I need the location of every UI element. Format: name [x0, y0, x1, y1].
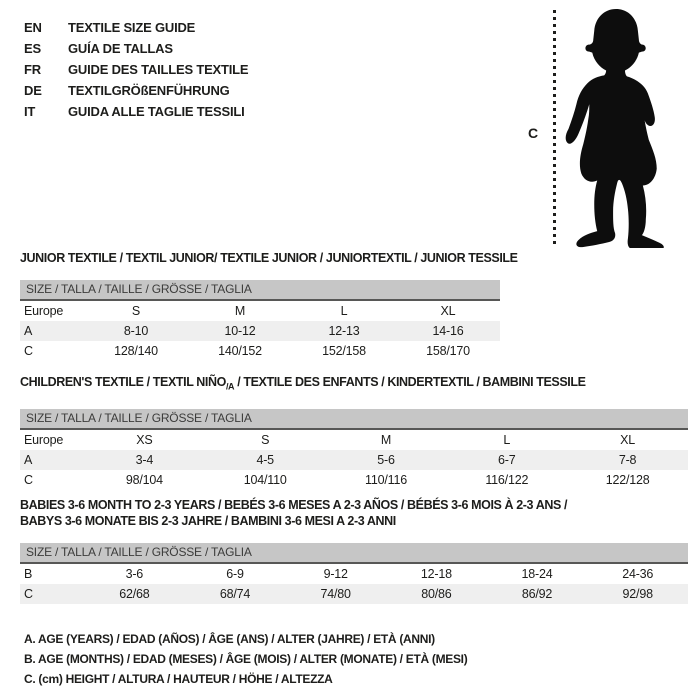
table-row-c	[20, 584, 688, 604]
size-header-bar: SIZE / TALLA / TAILLE / GRÖSSE / TAGLIA	[20, 280, 500, 301]
language-title: GUIDE DES TAILLES TEXTILE	[68, 62, 249, 77]
size-value-cell: 8-10	[123, 324, 149, 338]
language-title: TEXTILE SIZE GUIDE	[68, 20, 196, 35]
row-label: C	[24, 472, 33, 487]
size-header-bar: SIZE / TALLA / TAILLE / GRÖSSE / TAGLIA	[20, 409, 688, 430]
size-value-cell: 24-36	[622, 567, 654, 581]
size-value-cell: 6-9	[226, 567, 244, 581]
size-value-cell: 80/86	[421, 587, 452, 601]
table-row-a	[20, 321, 500, 341]
language-code: EN	[24, 20, 42, 35]
babies-textile-title-line	[20, 497, 688, 513]
language-row-es	[24, 38, 248, 59]
size-value-cell: XS	[136, 432, 153, 447]
language-row-de	[24, 80, 248, 101]
row-label: C	[24, 344, 33, 358]
language-code: DE	[24, 83, 42, 98]
babies-textile-title-line	[20, 513, 688, 529]
size-value-cell: 116/122	[485, 472, 529, 487]
junior-textile-section	[20, 250, 518, 361]
size-value-cell: XL	[440, 304, 456, 318]
title-text: BABIES 3-6 MONTH TO 2-3 YEARS / BEBÉS 3-6 MESES A 2-3 AÑOS / BÉBÉS 3-6 MOIS À 2-3 ANS /	[20, 498, 568, 512]
row-label: B	[24, 567, 33, 581]
size-value-cell: L	[503, 432, 511, 447]
language-code: IT	[24, 104, 36, 119]
size-value-cell: S	[261, 432, 270, 447]
table-row-europe	[20, 430, 688, 450]
size-value-cell: 7-8	[618, 452, 637, 467]
row-label: Europe	[24, 304, 64, 318]
language-code: FR	[24, 62, 41, 77]
language-title: GUIDA ALLE TAGLIE TESSILI	[68, 104, 245, 119]
language-title-block	[24, 17, 248, 122]
size-value-cell: 74/80	[320, 587, 351, 601]
size-value-cell: M	[234, 304, 246, 318]
language-code: ES	[24, 41, 41, 56]
toddler-silhouette-shape	[566, 9, 664, 248]
size-value-cell: 122/128	[605, 472, 650, 487]
size-value-cell: XL	[620, 432, 636, 447]
table-row-c	[20, 341, 500, 361]
size-value-cell: 140/152	[218, 344, 262, 358]
row-label: C	[24, 587, 33, 601]
babies-textile-section	[20, 497, 688, 604]
footnote-c: C. (cm) HEIGHT / ALTURA / HAUTEUR / HÖHE / ALTEZZA	[24, 672, 333, 686]
table-row-a	[20, 450, 688, 470]
size-value-cell: 4-5	[256, 452, 274, 467]
size-value-cell: 3-4	[135, 452, 154, 467]
size-value-cell: 158/170	[426, 344, 470, 358]
height-measure-label: C	[528, 125, 539, 141]
size-value-cell: 152/158	[322, 344, 366, 358]
size-value-cell: M	[380, 432, 392, 447]
table-row-europe	[20, 301, 500, 321]
size-value-cell: 68/74	[219, 587, 251, 601]
children-textile-title-line	[20, 374, 688, 395]
junior-textile-title-line	[20, 250, 518, 266]
footnote-a: A. AGE (YEARS) / EDAD (AÑOS) / ÂGE (ANS) / ALTER (JAHRE) / ETÀ (ANNI)	[24, 632, 435, 646]
row-label: A	[24, 452, 33, 467]
title-text: BABYS 3-6 MONATE BIS 2-3 JAHRE / BAMBINI 3-6 MESI A 2-3 ANNI	[20, 514, 396, 528]
title-subscript: /A	[225, 381, 235, 392]
size-value-cell: 110/116	[365, 472, 407, 487]
language-title: TEXTILGRÖßENFÜHRUNG	[68, 83, 230, 98]
children-textile-section	[20, 374, 688, 490]
size-value-cell: 98/104	[125, 472, 163, 487]
size-value-cell: 14-16	[432, 324, 464, 338]
language-row-fr	[24, 59, 248, 80]
language-row-en	[24, 17, 248, 38]
size-value-cell: S	[131, 304, 141, 318]
table-row-c	[20, 470, 688, 490]
title-text: JUNIOR TEXTILE / TEXTIL JUNIOR/ TEXTILE JUNIOR / JUNIORTEXTIL / JUNIOR TESSILE	[20, 251, 518, 265]
height-measure-dashed-line	[553, 10, 556, 247]
row-label: Europe	[24, 432, 64, 447]
size-value-cell: 12-18	[420, 567, 452, 581]
toddler-silhouette	[558, 6, 690, 248]
size-value-cell: 86/92	[521, 587, 553, 601]
language-title: GUÍA DE TALLAS	[68, 41, 173, 56]
junior-textile-title	[20, 250, 518, 266]
size-value-cell: 12-13	[328, 324, 360, 338]
size-value-cell: 104/110	[243, 472, 287, 487]
table-row-b	[20, 564, 688, 584]
language-row-it	[24, 101, 248, 122]
children-textile-title	[20, 374, 688, 395]
size-value-cell: 5-6	[377, 452, 395, 467]
size-value-cell: 9-12	[323, 567, 348, 581]
title-text: / TEXTILE DES ENFANTS / KINDERTEXTIL / BAMBINI TESSILE	[234, 375, 586, 389]
size-value-cell: 128/140	[114, 344, 158, 358]
row-label: A	[24, 324, 33, 338]
title-text: CHILDREN'S TEXTILE / TEXTIL NIÑO	[20, 375, 226, 389]
size-value-cell: 10-12	[224, 324, 256, 338]
size-value-cell: 18-24	[521, 567, 553, 581]
babies-textile-title	[20, 497, 688, 529]
size-value-cell: L	[340, 304, 348, 318]
size-value-cell: 92/98	[622, 587, 653, 601]
footnotes-block	[24, 629, 467, 689]
footnote-b: B. AGE (MONTHS) / EDAD (MESES) / ÂGE (MOIS) / ALTER (MONATE) / ETÀ (MESI)	[24, 652, 468, 666]
size-value-cell: 62/68	[119, 587, 150, 601]
size-header-bar: SIZE / TALLA / TAILLE / GRÖSSE / TAGLIA	[20, 543, 688, 564]
size-value-cell: 6-7	[498, 452, 516, 467]
size-value-cell: 3-6	[125, 567, 144, 581]
